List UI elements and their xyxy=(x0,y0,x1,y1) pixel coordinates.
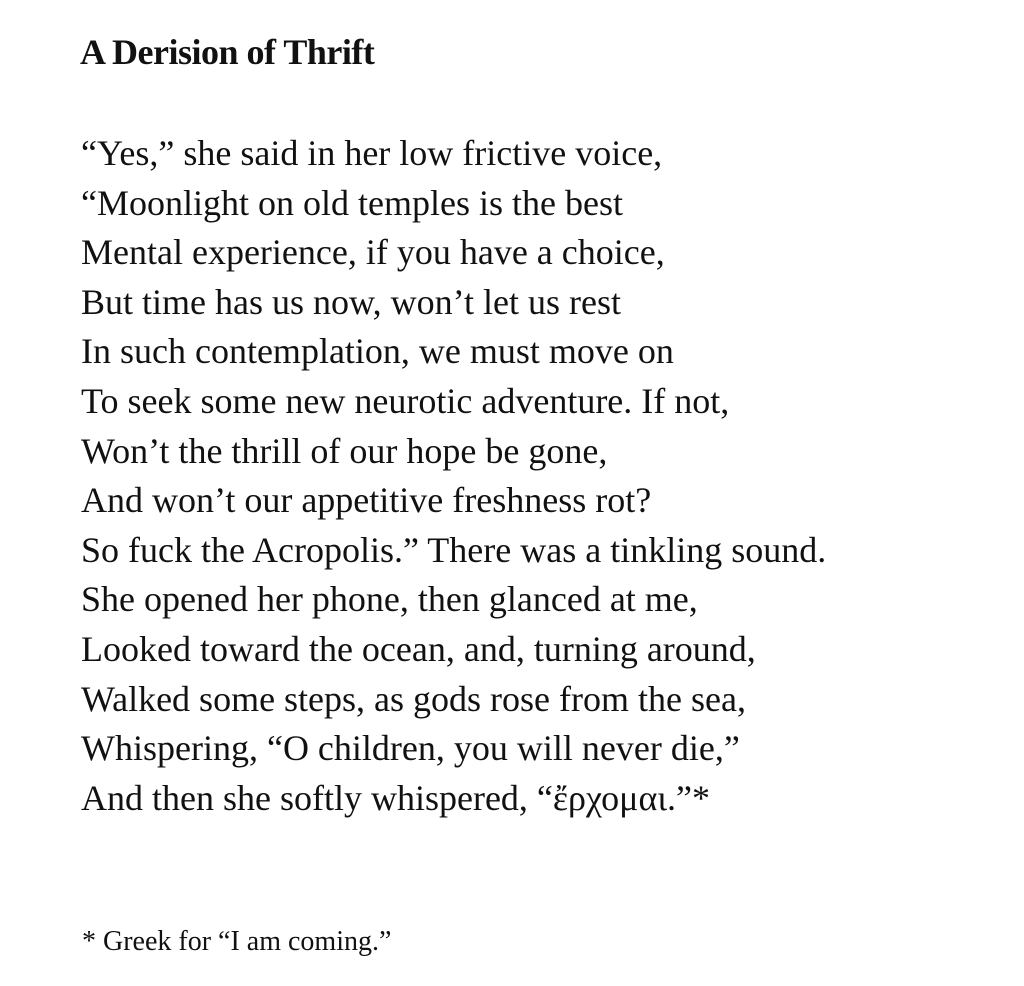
poem-line: “Yes,” she said in her low frictive voice, xyxy=(81,133,663,173)
poem-line: Won’t the thrill of our hope be gone, xyxy=(81,430,608,471)
poem-line: She opened her phone, then glanced at me, xyxy=(81,579,698,620)
poem-title: A Derision of Thrift xyxy=(80,32,375,72)
poem-line: And won’t our appetitive freshness rot? xyxy=(81,480,652,521)
poem-line: Looked toward the ocean, and, turning around, xyxy=(81,628,756,669)
poem-line: “Moonlight on old temples is the best xyxy=(81,182,623,223)
poem-line: Walked some steps, as gods rose from the sea, xyxy=(81,678,746,719)
poem-line: Whispering, “O children, you will never die,” xyxy=(81,728,740,769)
poem-body xyxy=(81,129,826,823)
poem-line: And then she softly whispered, “ἔρχομαι.”* xyxy=(81,777,710,818)
poem-line: To seek some new neurotic adventure. If not, xyxy=(81,380,730,421)
poem-line: But time has us now, won’t let us rest xyxy=(81,281,621,322)
poem-line: In such contemplation, we must move on xyxy=(81,331,674,372)
poem-line: So fuck the Acropolis.” There was a tinkling sound. xyxy=(81,529,827,570)
poem-line: Mental experience, if you have a choice, xyxy=(81,232,665,273)
footnote: * Greek for “I am coming.” xyxy=(82,926,392,957)
